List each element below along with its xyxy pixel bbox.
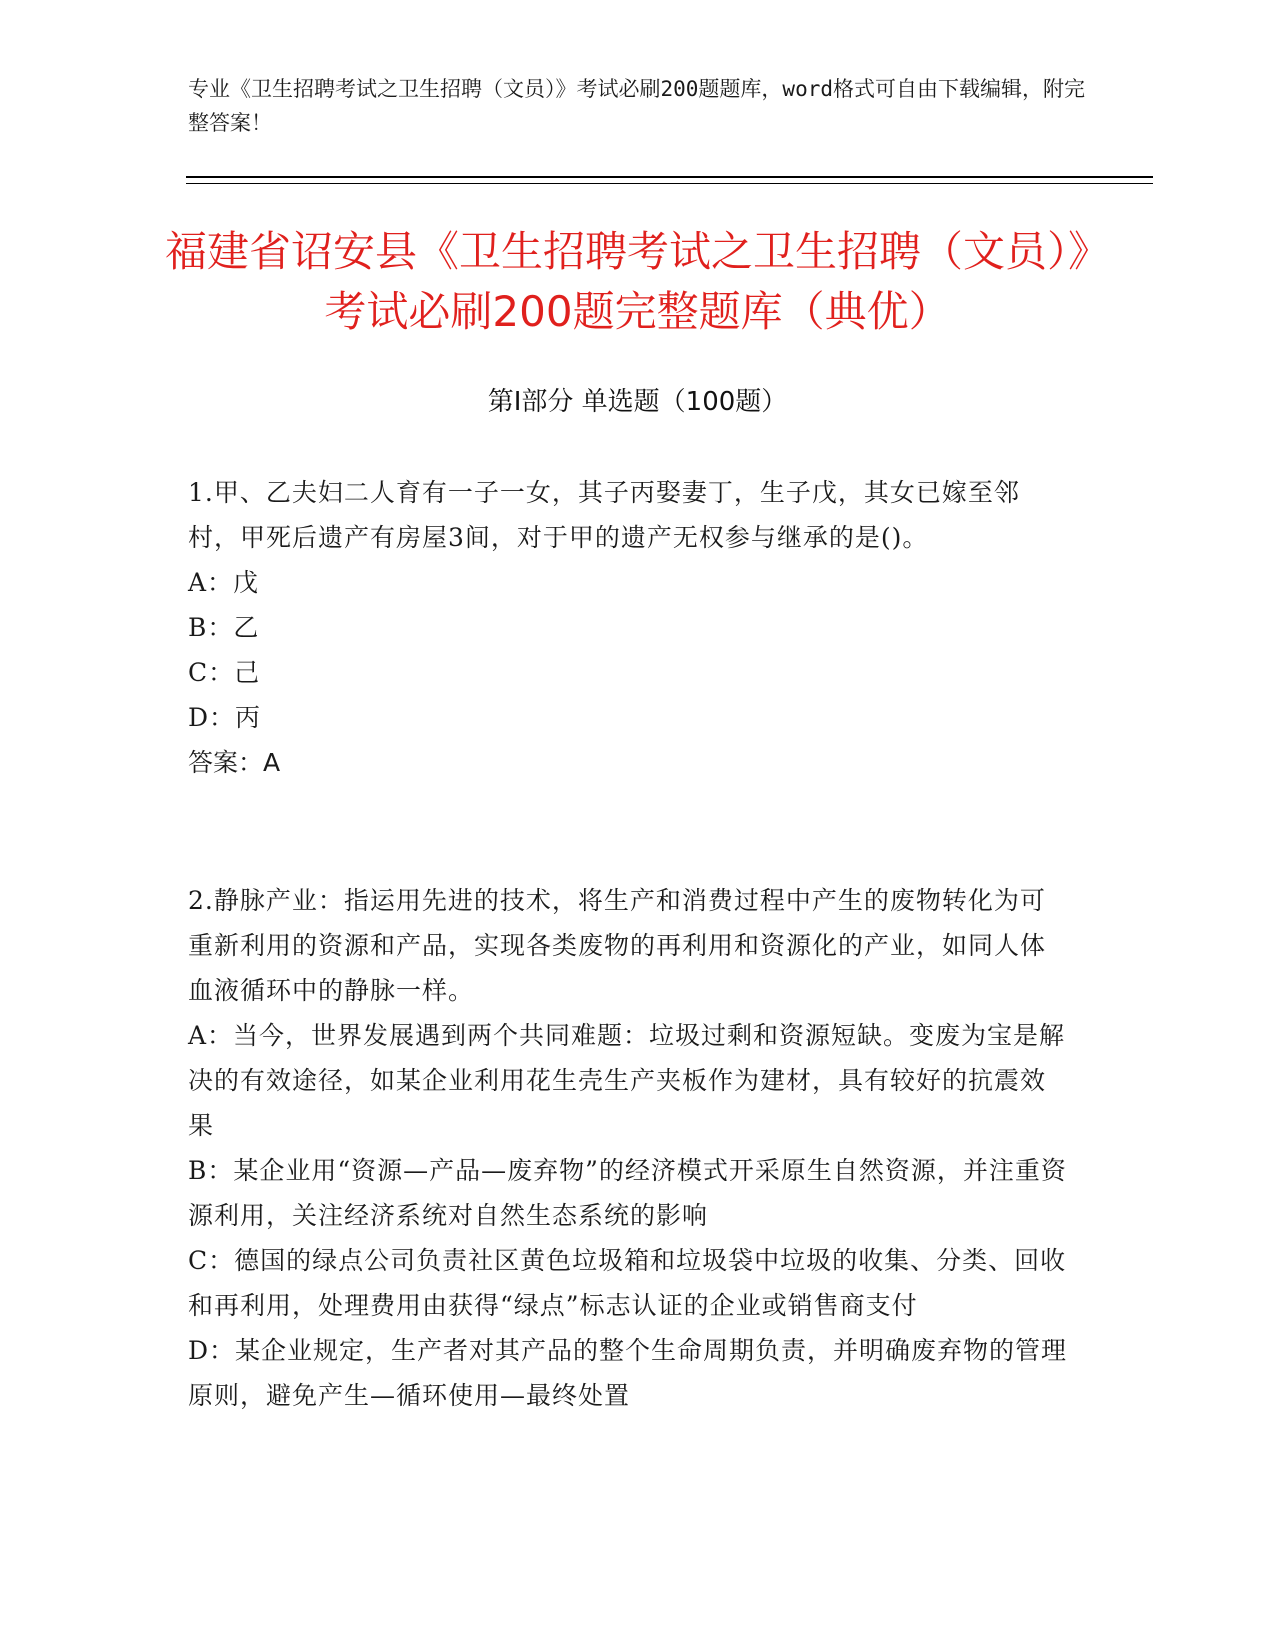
question-stem: 2.静脉产业：指运用先进的技术，将生产和消费过程中产生的废物转化为可重新利用的资源和产品，实现各类废物的再利用和资源化的产业，如同人体血液循环中的静脉一样。 (188, 886, 1047, 1005)
header-note: 专业《卫生招聘考试之卫生招聘（文员）》考试必刷200题题库，word格式可自由下载编辑，附完整答案！ (188, 77, 1085, 135)
header-rule-thick (186, 176, 1153, 178)
option-a: A：当今，世界发展遇到两个共同难题：垃圾过剩和资源短缺。变废为宝是解决的有效途径，如某企业利用花生壳生产夹板作为建材，具有较好的抗震效果 (188, 1021, 1066, 1140)
option-b: B：某企业用“资源—产品—废弃物”的经济模式开采原生自然资源，并注重资源利用，关注经济系统对自然生态系统的影响 (188, 1156, 1067, 1230)
option-a: A：戊 (188, 568, 260, 597)
answer-label: 答案：A (188, 748, 281, 777)
option-d: D：丙 (188, 703, 262, 732)
option-c: C：己 (188, 658, 261, 687)
question-stem: 1.甲、乙夫妇二人育有一子一女，其子丙娶妻丁，生子戊，其女已嫁至邻村，甲死后遗产有房屋3间，对于甲的遗产无权参与继承的是()。 (188, 478, 1020, 552)
header-rule-thin (186, 183, 1153, 184)
option-b: B：乙 (188, 613, 260, 642)
document-title: 福建省诏安县《卫生招聘考试之卫生招聘（文员）》考试必刷200题完整题库（典优） (164, 227, 1110, 336)
option-c: C：德国的绿点公司负责社区黄色垃圾箱和垃圾袋中垃圾的收集、分类、回收和再利用，处理费用由获得“绿点”标志认证的企业或销售商支付 (188, 1246, 1067, 1320)
question-2 (188, 878, 1068, 1418)
option-d: D：某企业规定，生产者对其产品的整个生命周期负责，并明确废弃物的管理原则，避免产生—循环使用—最终处置 (188, 1336, 1068, 1410)
section-heading: 第Ⅰ部分 单选题（100题） (487, 387, 788, 417)
question-1 (188, 470, 1068, 785)
